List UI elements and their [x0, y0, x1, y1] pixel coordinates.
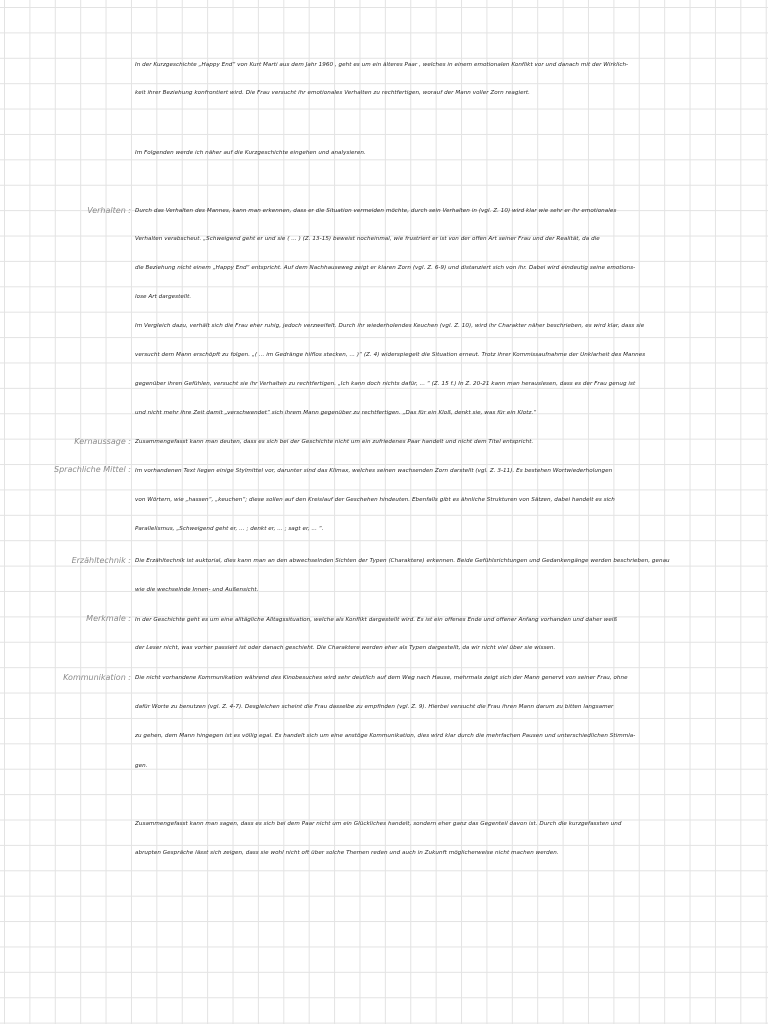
text-line: keit ihrer Beziehung konfrontiert wird. Die Frau versucht ihr emotionales Verhalten zu rechtfertigen, worauf der Mann voller Zorn reagiert.	[135, 90, 530, 96]
margin-label-kernaussage: Kernaussage :	[74, 437, 131, 446]
text-line: Zusammengefasst kann man deuten, dass es sich bei der Geschichte nicht um ein zufriedenes Paar handelt und nicht dem Titel entspricht.	[135, 439, 534, 445]
text-line: zu gehen, dem Mann hingegen ist es völlig egal. Es handelt sich um eine anstöge Kommunikation, dies wird klar durch die mehrfachen Pausen und unterschiedlichen Stimmla-	[135, 733, 636, 739]
text-line: versucht dem Mann erschöpft zu folgen. „( ... im Gedränge hilflos stecken, ... )“ (Z. 4) widerspiegelt die Situation erneut. Trotz ihrer Kommissaufnahme der Unklarheit des Mannes	[135, 352, 646, 358]
text-line: Verhalten verabscheut. „Schweigend geht er und sie ( ... ) (Z. 13-15) beweist nocheinmal, wie frustriert er ist von der offen Art seiner Frau und der Realität, da die	[135, 236, 600, 242]
text-line: abrupten Gespräche lässt sich zeigen, dass sie wohl nicht oft über solche Themen reden und auch in Zukunft möglicherweise nicht machen werden.	[135, 850, 559, 856]
text-line: Zusammengefasst kann man sagen, dass es sich bei dem Paar nicht um ein Glückliches handelt, sondern eher ganz das Gegenteil davon ist. Durch die kurzgefassten und	[135, 821, 622, 827]
text-line: und nicht mehr ihre Zeit damit „verschwendet“ sich ihrem Mann gegenüber zu rechtfertigen. „Das für ein Kloß, denkt sie, was für ein Klotz.“	[135, 410, 537, 416]
text-line: dafür Worte zu benutzen (vgl. Z. 4-7). Desgleichen scheint die Frau dasselbe zu empfinden (vgl. Z. 9). Hierbei versucht die Frau ihren Mann darum zu bitten langsamer	[135, 704, 614, 710]
text-line: lose Art dargestellt.	[135, 294, 192, 300]
margin-label-merkmale: Merkmale :	[86, 614, 131, 623]
text-line: wie die wechselnde Innen- und Außensicht.	[135, 587, 259, 593]
margin-label-verhalten: Verhalten :	[87, 206, 131, 215]
text-line: gen.	[135, 763, 148, 769]
text-line: In der Geschichte geht es um eine alltägliche Alltagssituation, welche als Konflikt dargestellt wird. Es ist ein offenes Ende und offener Anfang vorhanden und daher weiß	[135, 617, 618, 623]
margin-label-kommunikation: Kommunikation :	[63, 673, 131, 682]
margin-label-sprachliche-mittel: Sprachliche Mittel :	[54, 465, 131, 474]
text-line: gegenüber ihren Gefühlen, versucht sie ihr Verhalten zu rechtfertigen. „Ich kann doch nichts dafür, ... “ (Z. 15 f.) In Z. 20-21 kann man herauslesen, dass es der Frau genug ist	[135, 381, 636, 387]
text-line: Im vorhandenen Text liegen einige Stylmittel vor, darunter sind das Klimax, welches seinen wachsenden Zorn darstellt (vgl. Z. 3-11). Es bestehen Wortwiederholungen	[135, 468, 613, 474]
text-line: In der Kurzgeschichte „Happy End“ von Kurt Marti aus dem Jahr 1960 , geht es um ein älteres Paar , welches in einem emotionalen Konflikt vor und danach mit der Wirklich-	[135, 62, 629, 68]
text-line: Die nicht vorhandene Kommunikation während des Kinobesuches wird sehr deutlich auf dem Weg nach Hause, mehrmals zeigt sich der Mann genervt von seiner Frau, ohne	[135, 675, 628, 681]
text-line: Die Erzähltechnik ist auktorial, dies kann man an den abwechselnden Sichten der Typen (Charaktere) erkennen. Beide Gefühlsrichtungen und Gedankengänge werden beschrieben, genau	[135, 558, 670, 564]
text-line: Parallelismus, „Schweigend geht er, ... ; denkt er, ... ; sagt er, ... “.	[135, 526, 324, 532]
margin-label-erzaehltechnik: Erzähltechnik :	[71, 556, 131, 565]
text-line: der Leser nicht, was vorher passiert ist oder danach geschieht. Die Charaktere werden eher als Typen dargestellt, da wir nicht viel über sie wissen.	[135, 645, 556, 651]
text-line: die Beziehung nicht einem „Happy End“ entspricht. Auf dem Nachhauseweg zeigt er klaren Zorn (vgl. Z. 6-9) und distanziert sich von ihr. Dabei wird eindeutig seine emotions-	[135, 265, 636, 271]
text-line: Im Folgenden werde ich näher auf die Kurzgeschichte eingehen und analysieren.	[135, 150, 366, 156]
text-line: von Wörtern, wie „hassen“, „keuchen“; diese sollen auf den Kreislauf der Geschehen hindeuten. Ebenfalls gibt es ähnliche Strukturen von Sätzen, dabei handelt es sich	[135, 497, 615, 503]
text-line: Im Vergleich dazu, verhält sich die Frau eher ruhig, jedoch verzweifelt. Durch ihr wiederholendes Keuchen (vgl. Z. 10), wird ihr Charakter näher beschrieben, es wird klar, dass sie	[135, 323, 645, 329]
text-line: Durch das Verhalten des Mannes, kann man erkennen, dass er die Situation vermeiden möchte, durch sein Verhalten in (vgl. Z. 10) wird klar wie sehr er ihr emotionales	[135, 208, 617, 214]
